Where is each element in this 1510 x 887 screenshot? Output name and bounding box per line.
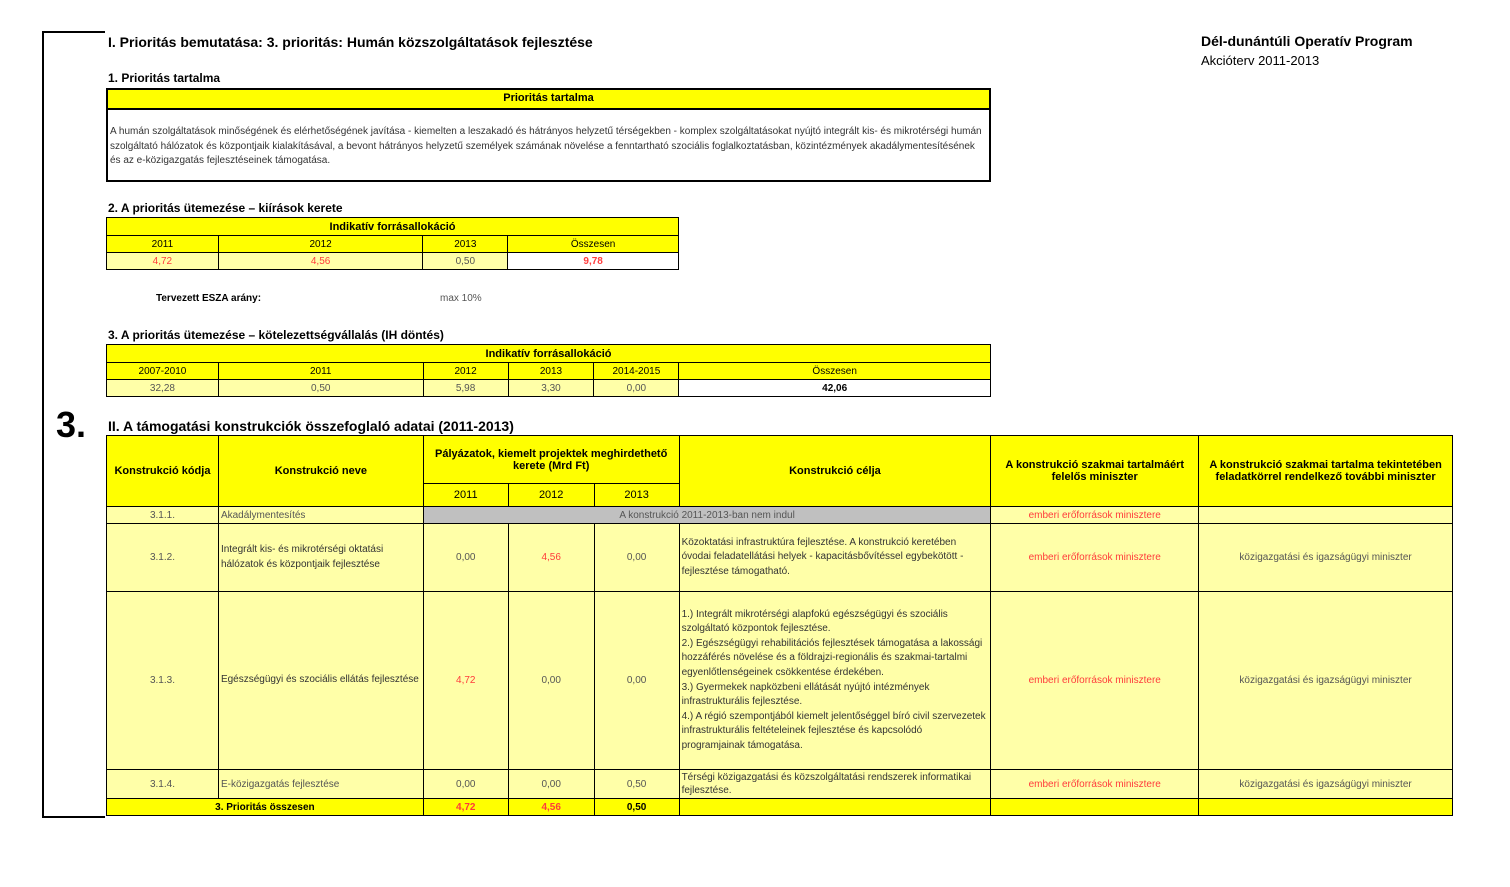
row-code: 3.1.2.: [107, 524, 219, 592]
total-label: 3. Prioritás összesen: [107, 799, 424, 816]
table2-header: 2011: [218, 363, 423, 380]
row-minister: emberi erőforrások minisztere: [991, 524, 1199, 592]
row-name: Egészségügyi és szociális ellátás fejlesztése: [218, 592, 423, 770]
constructions-table: [106, 435, 1453, 816]
row-code: 3.1.4.: [107, 770, 219, 799]
col-header-year: 2011: [423, 484, 508, 507]
table-row: [107, 507, 1453, 524]
priority-number: 3.: [56, 404, 87, 445]
table1-value: 4,56: [218, 253, 423, 270]
section4-title: II. A támogatási konstrukciók összefoglaló adatai (2011-2013): [108, 418, 514, 434]
total-row: [107, 799, 1453, 816]
row-minister: emberi erőforrások minisztere: [991, 592, 1199, 770]
total-empty: [1199, 799, 1453, 816]
table2-value: 5,98: [423, 380, 508, 397]
row-value-2012: 0,00: [508, 592, 594, 770]
table2-header: 2013: [508, 363, 594, 380]
row-note: A konstrukció 2011-2013-ban nem indul: [423, 507, 991, 524]
row-other-minister: [1199, 507, 1453, 524]
table2-header: 2014-2015: [594, 363, 679, 380]
row-value-2013: 0,50: [594, 770, 679, 799]
table2-header: 2012: [423, 363, 508, 380]
table2-value: 3,30: [508, 380, 594, 397]
plan-name: Akcióterv 2011-2013: [1201, 53, 1320, 68]
col-header-goal: Konstrukció célja: [679, 436, 991, 507]
row-value-2011: 4,72: [423, 592, 508, 770]
table1-header: Összesen: [508, 236, 679, 253]
table1-title: Indikatív forrásallokáció: [107, 218, 679, 236]
total-2013: 0,50: [594, 799, 679, 816]
row-value-2013: 0,00: [594, 524, 679, 592]
row-name: Integrált kis- és mikrotérségi oktatási hálózatok és központjaik fejlesztése: [218, 524, 423, 592]
priority-content-header: Prioritás tartalma: [108, 90, 989, 110]
program-name: Dél-dunántúli Operatív Program: [1201, 33, 1413, 49]
col-header-year: 2012: [508, 484, 594, 507]
table2-title: Indikatív forrásallokáció: [107, 345, 991, 363]
col-header-frame: Pályázatok, kiemelt projektek meghirdethető kerete (Mrd Ft): [423, 436, 679, 484]
row-goal: Közoktatási infrastruktúra fejlesztése. A konstrukció keretében óvodai feladatellátási helyek - kapacitásbővítéssel egybekötött - fejlesztése támogatható.: [679, 524, 991, 592]
table2-value: 0,50: [218, 380, 423, 397]
total-empty: [679, 799, 991, 816]
priority-content-text: A humán szolgáltatások minőségének és elérhetőségének javítása - kiemelten a leszakadó és hátrányos helyzetű térségekben - komplex szolgáltatásokat nyújtó integrált kis- és mikrotérségi humán szolgáltató hálózatok és központjaik kialakításával, a bevont hátrányos helyzetű személyek számának növelése a fenntartható szociális foglalkoztatásban, közintézmények akadálymentesítésének és az e-közigazgatás fejlesztéseinek támogatása.: [110, 126, 982, 166]
section2-title: 2. A prioritás ütemezése – kiírások kerete: [108, 201, 343, 215]
priority-content-box: [106, 88, 991, 182]
row-minister: emberi erőforrások minisztere: [991, 770, 1199, 799]
table-row: [107, 770, 1453, 799]
col-header-name: Konstrukció neve: [218, 436, 423, 507]
esza-value: max 10%: [440, 293, 482, 304]
table-row: [107, 592, 1453, 770]
esza-label: Tervezett ESZA arány:: [156, 293, 262, 304]
row-name: Akadálymentesítés: [218, 507, 423, 524]
col-header-minister: A konstrukció szakmai tartalmáért felelős miniszter: [991, 436, 1199, 507]
section1-title: 1. Prioritás tartalma: [108, 71, 221, 85]
row-goal: 1.) Integrált mikrotérségi alapfokú egészségügyi és szociális szolgáltató központok fejlesztése. 2.) Egészségügyi rehabilitációs fejlesztések támogatása a lakossági hozzáférés növelése és a földrajzi-regionális és szakmai-tartalmi egyenlőtlenségeinek csökkentése érdekében. 3.) Gyermekek napközbeni ellátását nyújtó intézmények infrastrukturális fejlesztése. 4.) A régió szempontjából kiemelt jelentőséggel bíró civil szervezetek infrastrukturális feltételeinek fejlesztése és kapcsolódó programjainak támogatása.: [679, 592, 991, 770]
section3-title: 3. A prioritás ütemezése – kötelezettségvállalás (IH döntés): [108, 328, 444, 342]
table2-header: Összesen: [679, 363, 991, 380]
row-value-2012: 0,00: [508, 770, 594, 799]
row-name: E-közigazgatás fejlesztése: [218, 770, 423, 799]
row-other-minister: közigazgatási és igazságügyi miniszter: [1199, 524, 1453, 592]
allocation-table-2: [106, 344, 991, 397]
table1-header: 2012: [218, 236, 423, 253]
table2-value: 0,00: [594, 380, 679, 397]
row-value-2012: 4,56: [508, 524, 594, 592]
col-header-year: 2013: [594, 484, 679, 507]
row-goal: Térségi közigazgatási és közszolgáltatási rendszerek informatikai fejlesztése.: [679, 770, 991, 799]
row-other-minister: közigazgatási és igazságügyi miniszter: [1199, 592, 1453, 770]
page-title: I. Prioritás bemutatása: 3. prioritás: Humán közszolgáltatások fejlesztése: [108, 34, 593, 50]
table2-value: 32,28: [107, 380, 219, 397]
table-row: [107, 524, 1453, 592]
total-2011: 4,72: [423, 799, 508, 816]
row-code: 3.1.1.: [107, 507, 219, 524]
row-minister: emberi erőforrások minisztere: [991, 507, 1199, 524]
allocation-table-1: [106, 217, 679, 270]
row-value-2011: 0,00: [423, 770, 508, 799]
table2-header: 2007-2010: [107, 363, 219, 380]
table1-header: 2011: [107, 236, 219, 253]
row-value-2013: 0,00: [594, 592, 679, 770]
table1-total: 9,78: [508, 253, 679, 270]
col-header-code: Konstrukció kódja: [107, 436, 219, 507]
row-other-minister: közigazgatási és igazságügyi miniszter: [1199, 770, 1453, 799]
table2-total: 42,06: [679, 380, 991, 397]
table1-value: 0,50: [423, 253, 508, 270]
table1-header: 2013: [423, 236, 508, 253]
table1-value: 4,72: [107, 253, 219, 270]
row-code: 3.1.3.: [107, 592, 219, 770]
total-2012: 4,56: [508, 799, 594, 816]
row-value-2011: 0,00: [423, 524, 508, 592]
col-header-other-minister: A konstrukció szakmai tartalma tekintetében feladatkörrel rendelkező további miniszter: [1199, 436, 1453, 507]
total-empty: [991, 799, 1199, 816]
